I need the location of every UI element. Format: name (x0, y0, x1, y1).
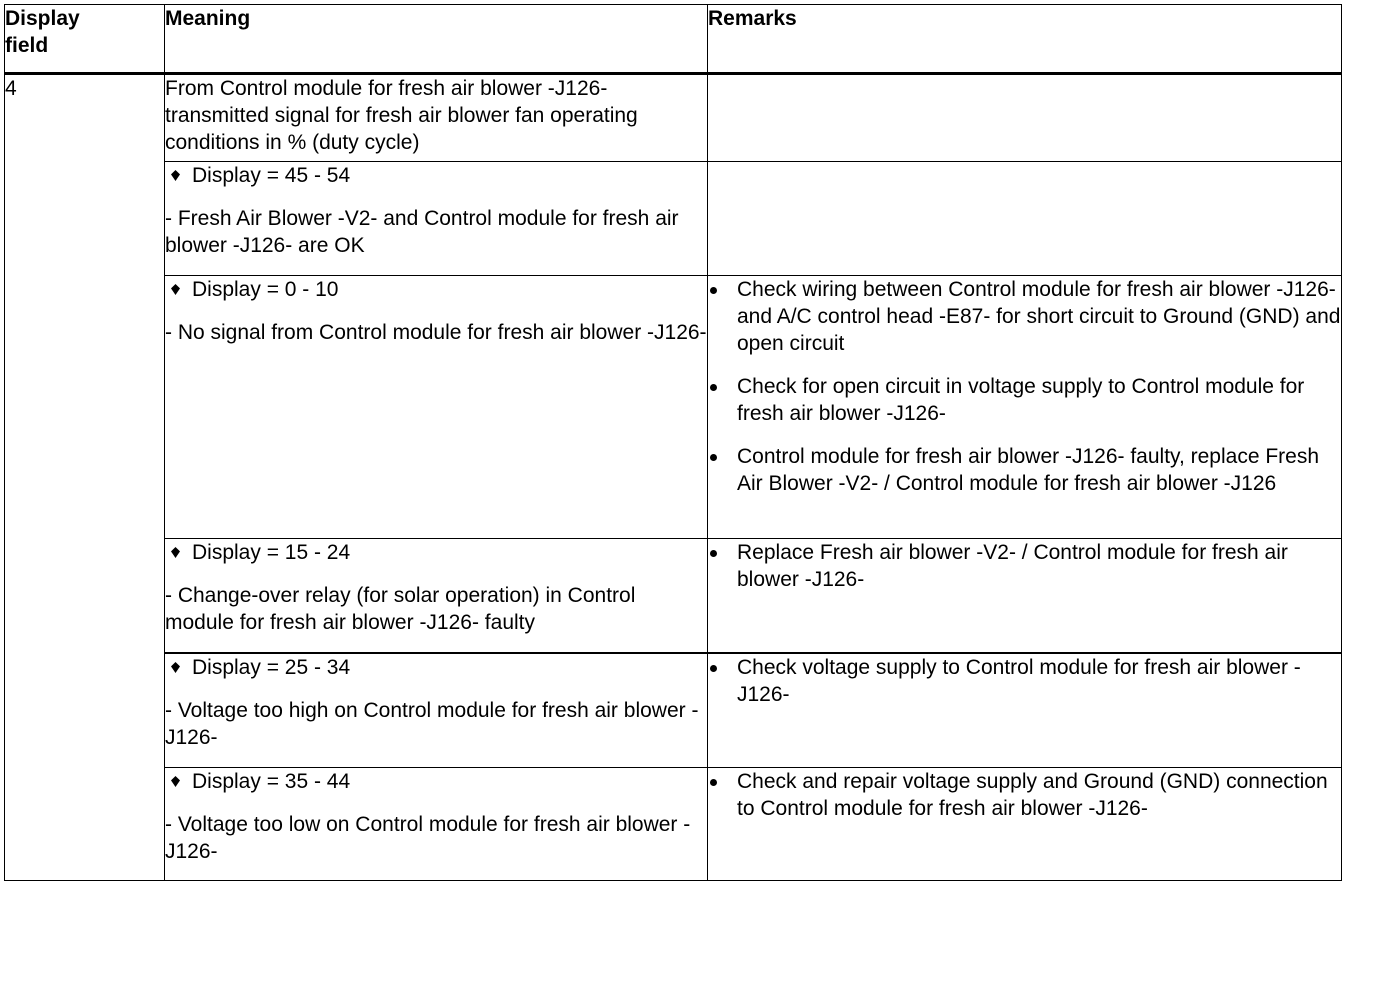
display-range: Display = 45 - 54 (192, 164, 351, 187)
diamond-bullet-icon (171, 662, 180, 673)
bullet-dot-icon (708, 443, 718, 497)
display-range: Display = 25 - 34 (192, 656, 351, 679)
remark-item (708, 539, 1341, 593)
remarks-cell (708, 162, 1342, 276)
remark-text: Check wiring between Control module for fresh air blower -J126- and A/C control head -E87- for short circuit to Ground (GND) and open circuit (737, 278, 1341, 355)
header-display-field-label: Display field (5, 7, 80, 57)
remark-text: Check and repair voltage supply and Ground (GND) connection to Control module for fresh air blower -J126- (737, 770, 1328, 820)
header-remarks: Remarks (708, 5, 1342, 74)
bullet-dot-icon (708, 654, 718, 708)
diamond-bullet-icon (171, 547, 180, 558)
table-row (5, 653, 1342, 768)
remarks-cell (708, 653, 1342, 768)
remark-item (708, 276, 1341, 357)
header-display-field (5, 5, 165, 74)
table-row (5, 768, 1342, 881)
display-field-value: 4 (5, 74, 165, 881)
remark-item (708, 654, 1341, 708)
bullet-dot-icon (708, 539, 718, 593)
display-range-line (165, 162, 707, 189)
meaning-description: - Voltage too high on Control module for fresh air blower -J126- (165, 699, 699, 749)
display-range-line (165, 654, 707, 681)
remarks-cell (708, 276, 1342, 539)
intro-remarks (708, 74, 1342, 162)
meaning-description: - Change-over relay (for solar operation) in Control module for fresh air blower -J126- faulty (165, 584, 636, 634)
diamond-bullet-icon (171, 170, 180, 181)
diamond-bullet-icon (171, 776, 180, 787)
table-row (5, 74, 1342, 162)
meaning-cell (165, 162, 708, 276)
display-range: Display = 0 - 10 (192, 278, 339, 301)
bullet-dot-icon (708, 276, 718, 357)
meaning-description: - Voltage too low on Control module for fresh air blower -J126- (165, 813, 691, 863)
meaning-cell (165, 276, 708, 539)
meaning-description: - Fresh Air Blower -V2- and Control module for fresh air blower -J126- are OK (165, 207, 679, 257)
remark-text: Control module for fresh air blower -J126- faulty, replace Fresh Air Blower -V2- / Control module for fresh air blower -J126 (737, 445, 1320, 495)
meaning-cell (165, 768, 708, 881)
display-range-line (165, 276, 707, 303)
remark-text: Check for open circuit in voltage supply to Control module for fresh air blower -J126- (737, 375, 1305, 425)
diamond-bullet-icon (171, 284, 180, 295)
remark-item (708, 768, 1341, 822)
diagnostic-table (4, 4, 1342, 881)
meaning-cell (165, 653, 708, 768)
meaning-description: - No signal from Control module for fresh air blower -J126- (165, 321, 707, 344)
display-range-line (165, 768, 707, 795)
remarks-cell (708, 539, 1342, 654)
display-range-line (165, 539, 707, 566)
header-meaning: Meaning (165, 5, 708, 74)
remark-item (708, 373, 1341, 427)
remarks-cell (708, 768, 1342, 881)
header-row (5, 5, 1342, 74)
remark-item (708, 443, 1341, 497)
display-range: Display = 35 - 44 (192, 770, 351, 793)
meaning-cell (165, 539, 708, 654)
display-range: Display = 15 - 24 (192, 541, 351, 564)
table-row (5, 539, 1342, 654)
intro-meaning: From Control module for fresh air blower -J126- transmitted signal for fresh air blower fan operating conditions in % (duty cycle) (165, 74, 708, 162)
table-row (5, 162, 1342, 276)
bullet-dot-icon (708, 373, 718, 427)
remark-text: Replace Fresh air blower -V2- / Control module for fresh air blower -J126- (737, 541, 1288, 591)
bullet-dot-icon (708, 768, 718, 822)
table-row (5, 276, 1342, 539)
remark-text: Check voltage supply to Control module for fresh air blower -J126- (737, 656, 1301, 706)
